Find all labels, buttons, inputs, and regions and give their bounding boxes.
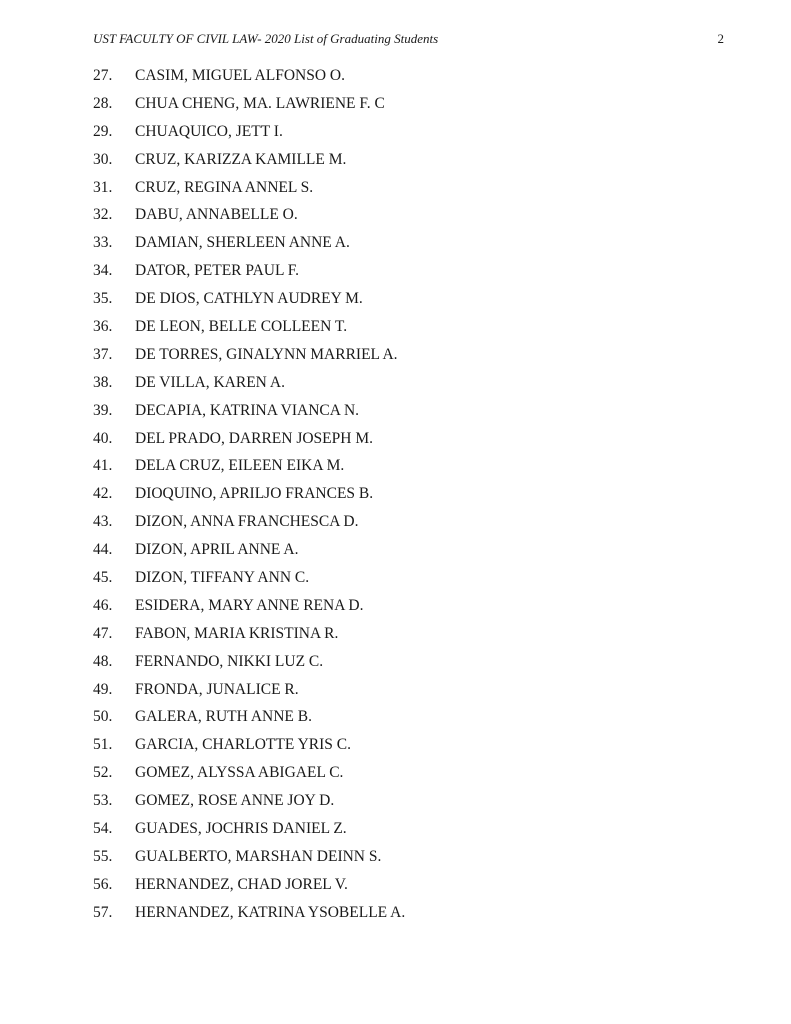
student-row [93, 341, 713, 369]
student-name: DELA CRUZ, EILEEN EIKA M. [135, 457, 345, 475]
student-number: 39. [93, 401, 113, 419]
student-row [93, 508, 713, 536]
student-row [93, 536, 713, 564]
student-number: 28. [93, 94, 113, 112]
graduating-students-list [93, 62, 713, 927]
student-name: GOMEZ, ALYSSA ABIGAEL C. [135, 764, 344, 782]
student-name: GALERA, RUTH ANNE B. [135, 708, 312, 726]
student-row [93, 90, 713, 118]
student-number: 52. [93, 764, 113, 782]
student-number: 46. [93, 596, 113, 614]
student-number: 35. [93, 290, 113, 308]
student-name: GOMEZ, ROSE ANNE JOY D. [135, 792, 335, 810]
student-name: FABON, MARIA KRISTINA R. [135, 624, 339, 642]
student-row [93, 397, 713, 425]
student-row [93, 118, 713, 146]
student-row [93, 787, 713, 815]
student-number: 54. [93, 819, 113, 837]
student-name: DABU, ANNABELLE O. [135, 206, 298, 224]
student-number: 45. [93, 568, 113, 586]
student-number: 49. [93, 680, 113, 698]
page-number: 2 [717, 31, 724, 46]
student-row [93, 62, 713, 90]
student-number: 33. [93, 234, 113, 252]
student-name: DAMIAN, SHERLEEN ANNE A. [135, 234, 350, 252]
student-row [93, 676, 713, 704]
student-number: 55. [93, 847, 113, 865]
student-number: 57. [93, 903, 113, 921]
student-row [93, 425, 713, 453]
student-name: CHUA CHENG, MA. LAWRIENE F. C [135, 94, 385, 112]
student-name: DE VILLA, KAREN A. [135, 373, 285, 391]
student-name: CASIM, MIGUEL ALFONSO O. [135, 66, 345, 84]
student-name: DE LEON, BELLE COLLEEN T. [135, 317, 348, 335]
student-row [93, 815, 713, 843]
student-number: 56. [93, 875, 113, 893]
student-name: DE DIOS, CATHLYN AUDREY M. [135, 290, 363, 308]
student-name: DATOR, PETER PAUL F. [135, 262, 299, 280]
student-name: GUALBERTO, MARSHAN DEINN S. [135, 847, 382, 865]
student-row [93, 174, 713, 202]
student-number: 53. [93, 792, 113, 810]
student-row [93, 620, 713, 648]
student-number: 50. [93, 708, 113, 726]
student-number: 38. [93, 373, 113, 391]
student-row [93, 899, 713, 927]
student-name: CRUZ, KARIZZA KAMILLE M. [135, 150, 347, 168]
student-row [93, 452, 713, 480]
student-row [93, 201, 713, 229]
student-name: DIZON, APRIL ANNE A. [135, 541, 299, 559]
student-name: DECAPIA, KATRINA VIANCA N. [135, 401, 360, 419]
student-number: 37. [93, 345, 113, 363]
student-name: DIOQUINO, APRILJO FRANCES B. [135, 485, 374, 503]
student-number: 51. [93, 736, 113, 754]
student-name: HERNANDEZ, KATRINA YSOBELLE A. [135, 903, 406, 921]
student-row [93, 229, 713, 257]
student-name: DE TORRES, GINALYNN MARRIEL A. [135, 345, 398, 363]
student-name: DEL PRADO, DARREN JOSEPH M. [135, 429, 373, 447]
student-row [93, 369, 713, 397]
student-row [93, 703, 713, 731]
student-row [93, 257, 713, 285]
student-number: 43. [93, 513, 113, 531]
student-name: GARCIA, CHARLOTTE YRIS C. [135, 736, 352, 754]
student-name: GUADES, JOCHRIS DANIEL Z. [135, 819, 347, 837]
student-row [93, 592, 713, 620]
student-number: 48. [93, 652, 113, 670]
student-row [93, 648, 713, 676]
page-header [93, 31, 733, 51]
student-name: FERNANDO, NIKKI LUZ C. [135, 652, 324, 670]
student-row [93, 480, 713, 508]
student-name: ESIDERA, MARY ANNE RENA D. [135, 596, 364, 614]
student-name: DIZON, TIFFANY ANN C. [135, 568, 310, 586]
student-row [93, 759, 713, 787]
student-row [93, 731, 713, 759]
student-number: 31. [93, 178, 113, 196]
student-number: 41. [93, 457, 113, 475]
header-title: UST FACULTY OF CIVIL LAW- 2020 List of Graduating Students [93, 31, 439, 46]
student-name: CHUAQUICO, JETT I. [135, 122, 283, 140]
student-number: 34. [93, 262, 113, 280]
student-row [93, 871, 713, 899]
student-row [93, 285, 713, 313]
student-name: FRONDA, JUNALICE R. [135, 680, 299, 698]
student-number: 47. [93, 624, 113, 642]
student-number: 30. [93, 150, 113, 168]
student-number: 29. [93, 122, 113, 140]
student-number: 42. [93, 485, 113, 503]
student-name: DIZON, ANNA FRANCHESCA D. [135, 513, 359, 531]
student-row [93, 564, 713, 592]
student-number: 27. [93, 66, 113, 84]
student-row [93, 146, 713, 174]
student-row [93, 313, 713, 341]
student-name: CRUZ, REGINA ANNEL S. [135, 178, 314, 196]
student-number: 32. [93, 206, 113, 224]
student-number: 40. [93, 429, 113, 447]
student-name: HERNANDEZ, CHAD JOREL V. [135, 875, 348, 893]
student-row [93, 843, 713, 871]
student-number: 36. [93, 317, 113, 335]
student-number: 44. [93, 541, 113, 559]
